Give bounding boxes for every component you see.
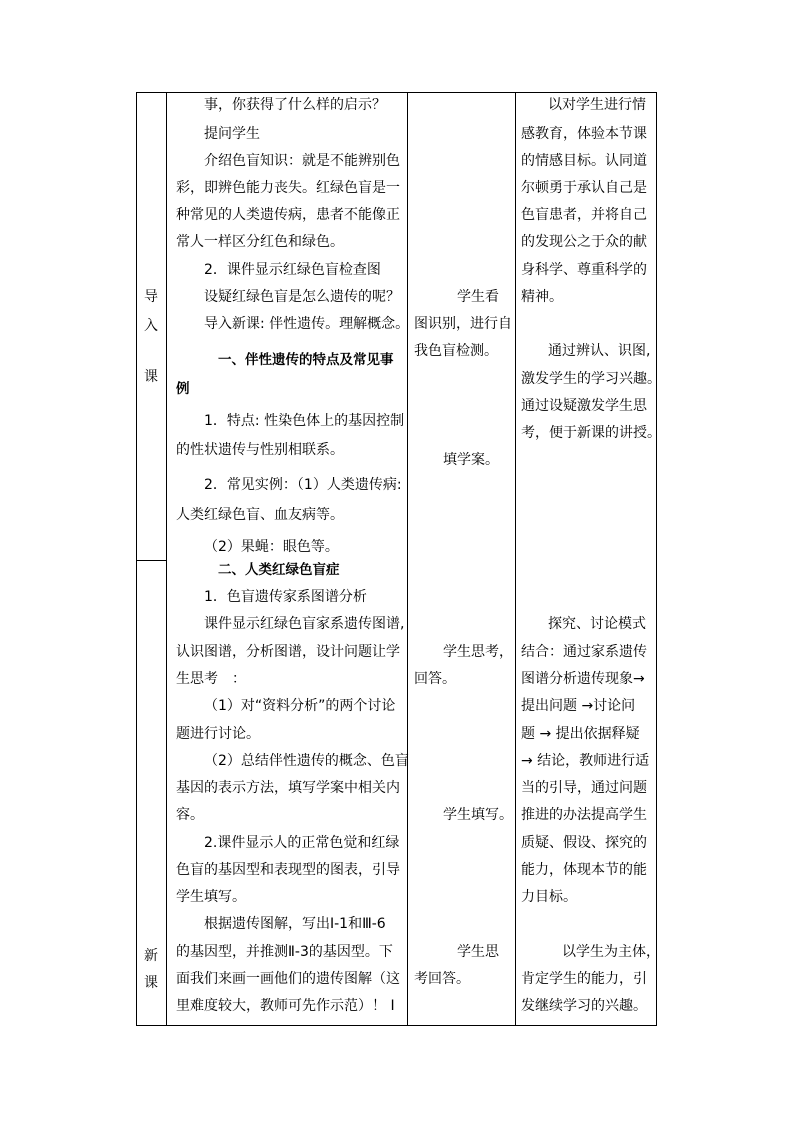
column-divider bbox=[407, 93, 408, 1025]
section-heading: 例 bbox=[176, 381, 190, 397]
teacher-line: 种常见的人类遗传病，患者不能像正 bbox=[176, 207, 400, 223]
teacher-line: 学生填写。 bbox=[176, 889, 246, 905]
intent-line: 提出问题 →讨论问 bbox=[521, 698, 636, 714]
intent-line: 身科学、尊重科学的 bbox=[521, 262, 647, 278]
stage-intro-char: 入 bbox=[144, 318, 158, 334]
intent-line: 通过设疑激发学生思 bbox=[521, 398, 647, 414]
intent-line: 力目标。 bbox=[521, 889, 577, 905]
intent-line: 考，便于新课的讲授。 bbox=[521, 425, 661, 441]
teacher-line: 彩，即辨色能力丧失。红绿色盲是一 bbox=[176, 180, 400, 196]
teacher-line: 1．特点: 性染色体上的基因控制 bbox=[204, 413, 405, 429]
intent-line: 当的引导，通过问题 bbox=[521, 780, 647, 796]
teacher-line: 的性状遗传与性别相联系。 bbox=[176, 442, 344, 458]
teacher-line: 生思考 ： bbox=[176, 671, 246, 687]
section-heading: 一、伴性遗传的特点及常见事 bbox=[218, 352, 394, 368]
intent-line: 推进的办法提高学生 bbox=[521, 807, 647, 823]
intent-line: 以对学生进行情 bbox=[548, 97, 646, 113]
intent-line: 以学生为主体， bbox=[562, 944, 660, 960]
stage-new-char: 新 bbox=[144, 948, 158, 964]
teacher-line: 2．课件显示红绿色盲检查图 bbox=[204, 262, 381, 278]
teacher-line: 1．色盲遗传家系图谱分析 bbox=[204, 589, 367, 605]
section-heading: 二、人类红绿色盲症 bbox=[218, 562, 340, 578]
teacher-line: 根据遗传图解，写出Ⅰ-1和Ⅲ-6 bbox=[204, 916, 386, 932]
stage-intro-char: 课 bbox=[144, 369, 158, 385]
teacher-line: 基因的表示方法，填写学案中相关内 bbox=[176, 780, 400, 796]
student-line: 回答。 bbox=[414, 671, 456, 687]
intent-line: 肯定学生的能力，引 bbox=[521, 971, 647, 987]
teacher-line: 面我们来画一画他们的遗传图解（这 bbox=[176, 971, 400, 987]
student-line: 学生思 bbox=[457, 944, 499, 960]
intent-line: 题 → 提出依据释疑 bbox=[521, 726, 640, 742]
intent-line: 感教育，体验本节课 bbox=[521, 126, 647, 142]
intent-line: 质疑、假设、探究的 bbox=[521, 835, 647, 851]
student-line: 图识别，进行自 bbox=[414, 316, 512, 332]
student-line: 考回答。 bbox=[414, 971, 470, 987]
teacher-line: 课件显示红绿色盲家系遗传图谱, bbox=[204, 616, 405, 632]
teacher-line: 里难度较大，教师可先作示范）！ Ⅰ bbox=[176, 998, 395, 1014]
teacher-line: 认识图谱，分析图谱，设计问题让学 bbox=[176, 644, 400, 660]
student-line: 填学案。 bbox=[443, 452, 499, 468]
teacher-line: 题进行讨论。 bbox=[176, 726, 260, 742]
teacher-line: 人类红绿色盲、血友病等。 bbox=[176, 507, 344, 523]
intent-line: 结合：通过家系遗传 bbox=[521, 644, 647, 660]
teacher-line: 导入新课: 伴性遗传。理解概念。 bbox=[204, 316, 410, 332]
teacher-line: 色盲的基因型和表现型的图表，引导 bbox=[176, 862, 400, 878]
teacher-line: 介绍色盲知识：就是不能辨别色 bbox=[204, 153, 400, 169]
student-line: 学生看 bbox=[457, 289, 499, 305]
teacher-line: （2）果蝇：眼色等。 bbox=[204, 539, 339, 555]
teacher-line: 2.课件显示人的正常色觉和红绿 bbox=[204, 835, 400, 851]
intent-line: 探究、讨论模式 bbox=[548, 616, 646, 632]
teacher-line: 的基因型，并推测Ⅱ-3的基因型。下 bbox=[176, 944, 393, 960]
intent-line: 精神。 bbox=[521, 289, 563, 305]
teacher-line: 2．常见实例：（1）人类遗传病: bbox=[204, 477, 402, 493]
student-line: 我色盲检测。 bbox=[414, 343, 498, 359]
student-line: 学生思考， bbox=[443, 644, 513, 660]
teacher-line: 设疑红绿色盲是怎么遗传的呢？ bbox=[204, 289, 400, 305]
intent-line: 激发学生的学习兴趣。 bbox=[521, 371, 661, 387]
teacher-line: 提问学生 bbox=[204, 126, 260, 142]
intent-line: 色盲患者，并将自己 bbox=[521, 207, 647, 223]
intent-line: 图谱分析遗传现象→ bbox=[521, 671, 645, 687]
student-line: 学生填写。 bbox=[443, 807, 513, 823]
intent-line: → 结论，教师进行适 bbox=[521, 753, 650, 769]
stage-intro-char: 导 bbox=[144, 289, 158, 305]
stage-new-char: 课 bbox=[144, 975, 158, 991]
intent-line: 尔顿勇于承认自己是 bbox=[521, 180, 647, 196]
teacher-line: （2）总结伴性遗传的概念、色盲 bbox=[204, 753, 409, 769]
column-divider bbox=[166, 93, 167, 1025]
teacher-line: 容。 bbox=[176, 807, 204, 823]
teacher-line: 常人一样区分红色和绿色。 bbox=[176, 234, 344, 250]
teacher-line: （1）对“资料分析”的两个讨论 bbox=[204, 698, 396, 714]
row-divider bbox=[137, 560, 167, 561]
intent-line: 通过辨认、识图, bbox=[548, 343, 651, 359]
intent-line: 的发现公之于众的献 bbox=[521, 234, 647, 250]
column-divider bbox=[515, 93, 516, 1025]
intent-line: 发继续学习的兴趣。 bbox=[521, 998, 647, 1014]
lesson-plan-table bbox=[136, 92, 657, 1026]
teacher-line: 事，你获得了什么样的启示？ bbox=[204, 97, 386, 113]
intent-line: 的情感目标。认同道 bbox=[521, 153, 647, 169]
intent-line: 能力，体现本节的能 bbox=[521, 862, 647, 878]
